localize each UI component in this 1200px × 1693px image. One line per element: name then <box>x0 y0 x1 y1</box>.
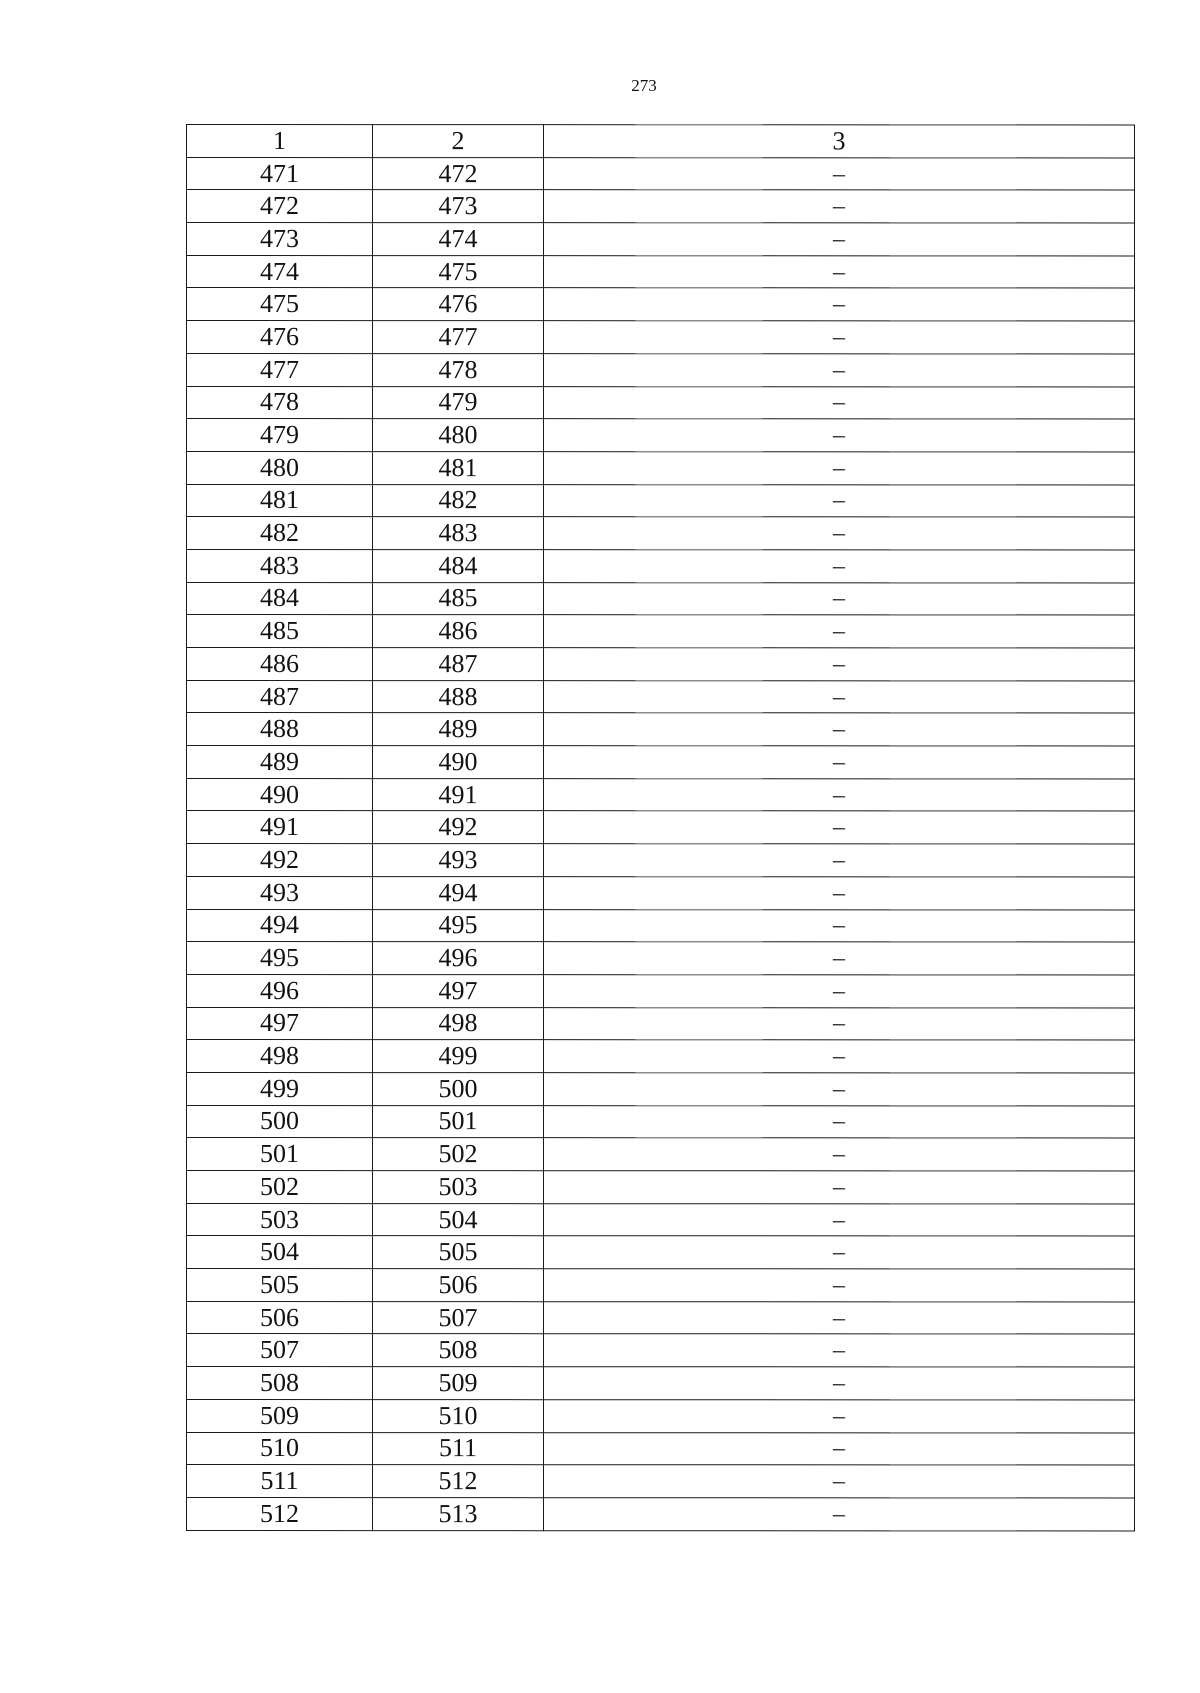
table-cell-col-3: – <box>544 321 1135 354</box>
table-row <box>187 419 1135 452</box>
table-cell-col-3: – <box>544 942 1135 975</box>
table-cell-col-2: 496 <box>373 942 544 975</box>
page-number: 273 <box>631 76 657 95</box>
table-cell-col-2: 506 <box>373 1269 544 1302</box>
table-row <box>187 1432 1135 1465</box>
table-cell-col-1: 510 <box>187 1432 373 1465</box>
table-row <box>187 451 1135 484</box>
table-cell-col-1: 512 <box>187 1497 373 1530</box>
table-cell-col-2: 512 <box>373 1465 544 1498</box>
table-cell-col-1: 485 <box>187 615 373 648</box>
table-cell-col-2: 504 <box>373 1203 544 1236</box>
table-cell-col-1: 506 <box>187 1301 373 1334</box>
table-cell-col-3: – <box>544 811 1135 844</box>
table-cell-col-2: 502 <box>373 1138 544 1171</box>
table-cell-col-2: 513 <box>373 1497 544 1530</box>
table-row <box>187 1236 1135 1269</box>
table-row <box>187 1138 1135 1171</box>
data-table <box>186 124 1135 1531</box>
table-cell-col-3: – <box>544 1105 1135 1138</box>
table-cell-col-3: – <box>544 1334 1135 1367</box>
table-cell-col-2: 494 <box>373 876 544 909</box>
table-cell-col-3: – <box>544 386 1135 419</box>
table-cell-col-3: – <box>544 680 1135 713</box>
table-cell-col-1: 494 <box>187 909 373 942</box>
table-row <box>187 648 1135 681</box>
table-cell-col-2: 477 <box>373 321 544 354</box>
table-cell-col-1: 507 <box>187 1334 373 1367</box>
table-cell-col-2: 492 <box>373 811 544 844</box>
table-cell-col-3: – <box>544 1171 1135 1204</box>
table-cell-col-2: 476 <box>373 288 544 321</box>
table-cell-col-3: – <box>544 1236 1135 1269</box>
table-cell-col-3: – <box>544 255 1135 288</box>
table-cell-col-1: 491 <box>187 811 373 844</box>
table-cell-col-3: – <box>544 1465 1135 1498</box>
table-row <box>187 1007 1135 1040</box>
table-row <box>187 1171 1135 1204</box>
table-cell-col-1: 498 <box>187 1040 373 1073</box>
table-cell-col-3: – <box>544 550 1135 583</box>
table-cell-col-2: 487 <box>373 648 544 681</box>
table-row <box>187 288 1135 321</box>
table-cell-col-1: 509 <box>187 1399 373 1432</box>
table-row <box>187 1203 1135 1236</box>
table-cell-col-2: 498 <box>373 1007 544 1040</box>
table-cell-col-3: – <box>544 975 1135 1008</box>
table-cell-col-2: 486 <box>373 615 544 648</box>
table-row <box>187 1497 1135 1530</box>
table-row <box>187 942 1135 975</box>
table-cell-col-3: – <box>544 1399 1135 1432</box>
table-cell-col-3: – <box>544 1301 1135 1334</box>
table-cell-col-1: 483 <box>187 549 373 582</box>
table-row <box>187 157 1135 190</box>
table-cell-col-1: 477 <box>187 353 373 386</box>
table-cell-col-3: – <box>544 909 1135 942</box>
table-cell-col-1: 493 <box>187 876 373 909</box>
table-cell-col-1: 497 <box>187 1007 373 1040</box>
table-cell-col-1: 480 <box>187 451 373 484</box>
table-cell-col-3: – <box>544 1367 1135 1400</box>
column-header-3: 3 <box>544 125 1135 158</box>
table-cell-col-2: 510 <box>373 1399 544 1432</box>
table-row <box>187 190 1135 223</box>
table-row <box>187 1269 1135 1302</box>
table-cell-col-2: 501 <box>373 1105 544 1138</box>
table-cell-col-2: 484 <box>373 550 544 583</box>
table-cell-col-1: 475 <box>187 288 373 321</box>
table-row <box>187 484 1135 517</box>
table-row <box>187 909 1135 942</box>
table-cell-col-2: 508 <box>373 1334 544 1367</box>
table-cell-col-3: – <box>544 288 1135 321</box>
table-cell-col-3: – <box>544 582 1135 615</box>
table-cell-col-2: 475 <box>373 255 544 288</box>
table-cell-col-3: – <box>544 484 1135 517</box>
table-cell-col-3: – <box>544 419 1135 452</box>
table-row <box>187 1465 1135 1498</box>
column-header-2: 2 <box>373 125 544 158</box>
table-cell-col-3: – <box>544 517 1135 550</box>
table-row <box>187 353 1135 386</box>
table-cell-col-3: – <box>544 1040 1135 1073</box>
table-row <box>187 1105 1135 1138</box>
table-cell-col-1: 500 <box>187 1105 373 1138</box>
table-cell-col-3: – <box>544 353 1135 386</box>
table-row <box>187 255 1135 288</box>
table-cell-col-2: 505 <box>373 1236 544 1269</box>
table-cell-col-1: 490 <box>187 778 373 811</box>
table-cell-col-1: 504 <box>187 1236 373 1269</box>
table-row <box>187 876 1135 909</box>
table-cell-col-1: 481 <box>187 484 373 517</box>
table-cell-col-1: 495 <box>187 942 373 975</box>
table-row <box>187 386 1135 419</box>
table-cell-col-3: – <box>544 157 1135 190</box>
table-cell-col-1: 511 <box>187 1465 373 1498</box>
table-cell-col-2: 507 <box>373 1301 544 1334</box>
table-cell-col-1: 486 <box>187 648 373 681</box>
table-cell-col-3: – <box>544 1203 1135 1236</box>
table-cell-col-2: 489 <box>373 713 544 746</box>
table-row <box>187 680 1135 713</box>
table-cell-col-1: 479 <box>187 419 373 452</box>
table-cell-col-3: – <box>544 1432 1135 1465</box>
table-cell-col-3: – <box>544 876 1135 909</box>
table-header <box>187 125 1135 158</box>
table-cell-col-2: 495 <box>373 909 544 942</box>
table-cell-col-2: 481 <box>373 451 544 484</box>
table-cell-col-2: 480 <box>373 419 544 452</box>
table-cell-col-2: 497 <box>373 974 544 1007</box>
table-cell-col-1: 472 <box>187 190 373 223</box>
table-cell-col-1: 473 <box>187 223 373 256</box>
table-cell-col-1: 478 <box>187 386 373 419</box>
table-cell-col-2: 490 <box>373 746 544 779</box>
table-cell-col-2: 488 <box>373 680 544 713</box>
header-row <box>187 125 1135 158</box>
table-row <box>187 1301 1135 1334</box>
table-row <box>187 713 1135 746</box>
table-cell-col-2: 491 <box>373 778 544 811</box>
table-row <box>187 321 1135 354</box>
table-row <box>187 1399 1135 1432</box>
table-cell-col-2: 479 <box>373 386 544 419</box>
table-cell-col-2: 485 <box>373 582 544 615</box>
table-cell-col-1: 492 <box>187 844 373 877</box>
table-cell-col-2: 478 <box>373 353 544 386</box>
table-cell-col-2: 493 <box>373 844 544 877</box>
table-row <box>187 1367 1135 1400</box>
table-cell-col-1: 508 <box>187 1367 373 1400</box>
table-cell-col-2: 472 <box>373 157 544 190</box>
table-row <box>187 517 1135 550</box>
table-cell-col-1: 476 <box>187 321 373 354</box>
table-row <box>187 1040 1135 1073</box>
table-cell-col-2: 483 <box>373 517 544 550</box>
table-cell-col-3: – <box>544 778 1135 811</box>
table-cell-col-3: – <box>544 844 1135 877</box>
table-cell-col-1: 505 <box>187 1269 373 1302</box>
table-row <box>187 549 1135 582</box>
table-cell-col-2: 509 <box>373 1367 544 1400</box>
table-cell-col-1: 496 <box>187 974 373 1007</box>
table-cell-col-1: 471 <box>187 157 373 190</box>
table-cell-col-1: 503 <box>187 1203 373 1236</box>
table-cell-col-1: 502 <box>187 1171 373 1204</box>
table-cell-col-1: 499 <box>187 1072 373 1105</box>
table-cell-col-2: 511 <box>373 1432 544 1465</box>
table-cell-col-1: 482 <box>187 517 373 550</box>
table-cell-col-1: 487 <box>187 680 373 713</box>
table-row <box>187 811 1135 844</box>
table-cell-col-3: – <box>544 746 1135 779</box>
table-row <box>187 974 1135 1007</box>
table-cell-col-2: 503 <box>373 1171 544 1204</box>
table-cell-col-3: – <box>544 1269 1135 1302</box>
table-row <box>187 778 1135 811</box>
table-cell-col-2: 482 <box>373 484 544 517</box>
table-cell-col-2: 474 <box>373 223 544 256</box>
table-row <box>187 223 1135 256</box>
table-row <box>187 1334 1135 1367</box>
table-cell-col-1: 501 <box>187 1138 373 1171</box>
table-cell-col-3: – <box>544 1138 1135 1171</box>
column-header-1: 1 <box>187 125 373 158</box>
table-row <box>187 615 1135 648</box>
table-row <box>187 582 1135 615</box>
table-cell-col-2: 499 <box>373 1040 544 1073</box>
table-cell-col-3: – <box>544 1007 1135 1040</box>
table-cell-col-1: 489 <box>187 746 373 779</box>
table-cell-col-2: 473 <box>373 190 544 223</box>
table-cell-col-3: – <box>544 615 1135 648</box>
table-row <box>187 844 1135 877</box>
table-row <box>187 746 1135 779</box>
table-cell-col-3: – <box>544 713 1135 746</box>
table-cell-col-1: 474 <box>187 255 373 288</box>
table-cell-col-3: – <box>544 190 1135 223</box>
table-cell-col-1: 484 <box>187 582 373 615</box>
table-cell-col-1: 488 <box>187 713 373 746</box>
table-cell-col-3: – <box>544 452 1135 485</box>
table-cell-col-3: – <box>544 648 1135 681</box>
table-cell-col-3: – <box>544 223 1135 256</box>
table-cell-col-3: – <box>544 1498 1135 1531</box>
table-cell-col-3: – <box>544 1073 1135 1106</box>
table-row <box>187 1072 1135 1105</box>
table-cell-col-2: 500 <box>373 1073 544 1106</box>
table-body <box>187 157 1135 1530</box>
